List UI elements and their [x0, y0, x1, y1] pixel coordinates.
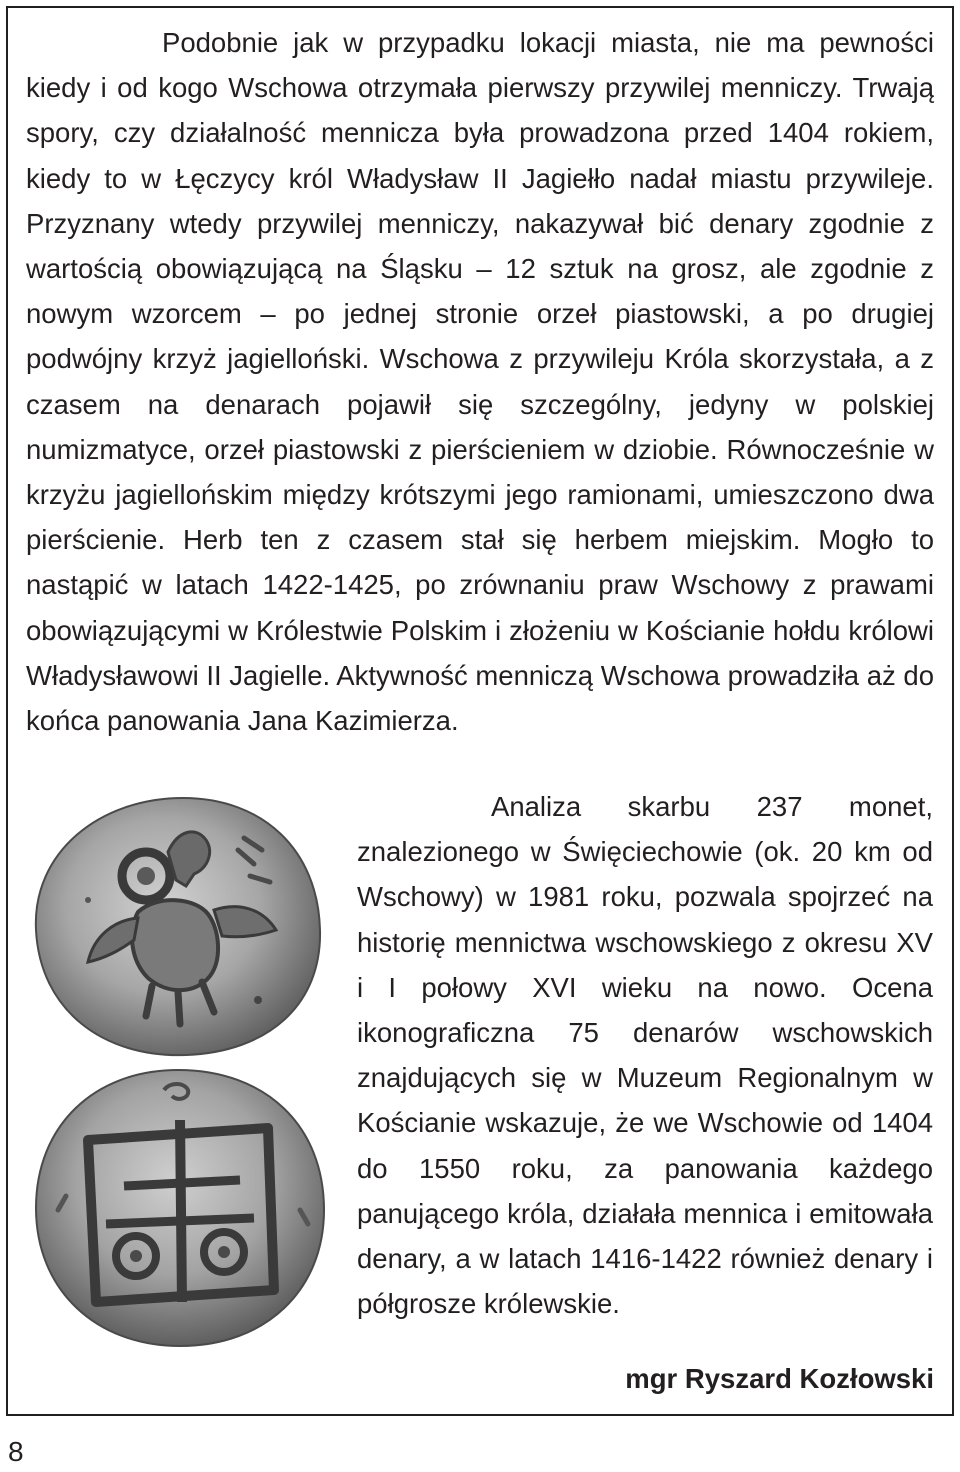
page-number: 8 [8, 1436, 24, 1467]
eagle-with-ring-coin-icon [36, 798, 320, 1055]
article-paragraph-2: Analiza skarbu 237 monet, znalezionego w Święciechowie (ok. 20 km od Wschowy) w 1981 roku, pozwala spojrzeć na historię mennictwa wschowskiego z okresu XV i I połowy XVI wieku na nowo. Ocena ikonograficzna 75 denarów wschowskich znajdujących się w Muzeum Regionalnym w Kościanie wskazuje, że we Wschowie od 1404 do 1550 roku, za panowania każdego panującego króla, działała mennica i emitowała denary, a w latach 1416-1422 również denary i półgrosze królewskie. [357, 791, 933, 1320]
coin-images [18, 790, 348, 1350]
double-cross-with-rings-coin-icon [36, 1070, 324, 1346]
author-signature: mgr Ryszard Kozłowski [625, 1363, 934, 1394]
article-paragraph-1: Podobnie jak w przypadku lokacji miasta, nie ma pewności kiedy i od kogo Wschowa otrzymała pierwszy przywilej menniczy. Trwają spory, czy działalność mennicza była prowadzona przed 1404 rokiem, kiedy to w Łęczycy król Władysław II Jagiełło nadał miastu przywileje. Przyznany wtedy przywilej menniczy, nakazywał bić denary zgodnie z wartością obowiązującą na Śląsku – 12 sztuk na grosz, ale zgodnie z nowym wzorcem – po jednej stronie orzeł piastowski, a po drugiej podwójny krzyż jagielloński. Wschowa z przywileju Króla skorzystała, a z czasem na denarach pojawił się szczególny, jedyny w polskiej numizmatyce, orzeł piastowski z pierścieniem w dziobie. Równocześnie w krzyżu jagiellońskim między krótszymi jego ramionami, umieszczono dwa pierścienie. Herb ten z czasem stał się herbem miejskim. Mogło to nastąpić w latach 1422-1425, po zrównaniu praw Wschowy z prawami obowiązującymi w Królestwie Polskim i złożeniu w Kościanie hołdu królowi Władysławowi II Jagielle. Aktywność menniczą Wschowa prowadziła aż do końca panowania Jana Kazimierza. [26, 27, 934, 737]
